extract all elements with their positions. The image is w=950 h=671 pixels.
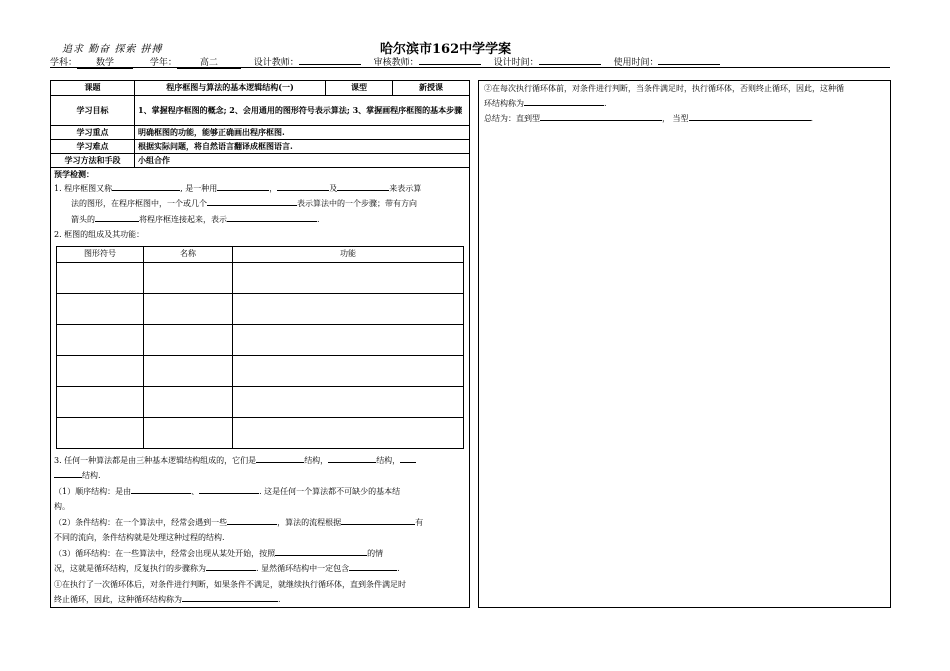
use-time-label: 使用时间：	[613, 58, 659, 68]
table-row	[57, 324, 464, 355]
q1-text-j: .	[317, 214, 320, 224]
loop2-text-b: 环结构称为	[484, 99, 524, 108]
blank	[54, 468, 82, 478]
goal-value: 1、掌握程序框图的概念; 2、会用通用的图形符号表示算法; 3、掌握画程序框图的基本步骤	[135, 95, 470, 125]
table-cell	[233, 324, 464, 355]
cond-text-b: ，算法的流程根据	[277, 517, 342, 527]
loop-text-a: （3）循环结构：在一些算法中，经常会出现从某处开始，按照	[54, 548, 276, 558]
q1-text-h: 箭头的	[71, 214, 95, 224]
table-cell	[233, 386, 464, 417]
loop-text-c: 况，这就是循环结构，反复执行的步骤称为	[54, 564, 206, 573]
q1-text-b: , 是一种用	[180, 183, 218, 193]
header-rule	[50, 67, 890, 68]
left-column	[50, 80, 470, 608]
seq-text-b: 、	[191, 486, 200, 496]
q3-text-c: 结构，	[376, 455, 401, 465]
type-label: 课型	[326, 81, 393, 95]
design-time-label: 设计时间：	[493, 58, 539, 68]
reviewer-blank	[419, 54, 481, 65]
method-label: 学习方法和手段	[51, 153, 135, 167]
info-table	[51, 81, 469, 168]
col-header-symbol: 图形符号	[57, 246, 144, 262]
loop1-text-a: ①在执行了一次循环体后，对条件进行判断，如果条件不满足，就继续执行循环体，直到条件满足时	[54, 579, 406, 589]
table-cell	[57, 417, 144, 448]
table-cell	[57, 386, 144, 417]
summary-line	[479, 111, 890, 126]
table-cell	[144, 355, 233, 386]
sequence-structure	[51, 484, 469, 515]
q1-text-a: 1. 程序框图又称	[54, 183, 113, 193]
q3-text-d: 结构.	[82, 471, 101, 480]
loop-while-type	[479, 81, 890, 111]
cond-text-a: （2）条件结构：在一个算法中，经常会遇到一些	[54, 517, 228, 527]
seq-text-d: 构。	[54, 502, 70, 511]
blank	[275, 546, 367, 556]
blank	[256, 453, 304, 463]
blank	[95, 212, 139, 222]
q1-text-f: 法的图形，在程序框图中，一个或几个	[71, 199, 207, 208]
blank	[227, 212, 317, 222]
table-row	[57, 293, 464, 324]
table-row	[57, 386, 464, 417]
table-cell	[233, 293, 464, 324]
table-cell	[233, 262, 464, 293]
loop2-text-c: .	[604, 99, 607, 108]
key-label: 学习重点	[51, 125, 135, 139]
loop-text-d: . 显然循环结构中一定包含	[256, 564, 350, 573]
designer-blank	[299, 54, 361, 65]
reviewer-label: 审核教师：	[373, 58, 419, 68]
blank	[199, 484, 259, 494]
school-title: 哈尔滨市162中学学案	[380, 42, 512, 57]
right-column	[478, 80, 891, 608]
loop-structure	[51, 546, 469, 608]
table-cell	[144, 262, 233, 293]
topic-value: 程序框图与算法的基本逻辑结构(一)	[135, 81, 326, 95]
blank	[341, 515, 415, 525]
table-cell	[144, 324, 233, 355]
question-1	[51, 181, 469, 228]
subject-label: 学科：	[50, 58, 78, 68]
blank	[400, 453, 416, 463]
blank	[112, 181, 180, 191]
question-2: 2. 框图的组成及其功能：	[54, 230, 145, 239]
q1-text-g: 表示算法中的一个步骤；带有方向	[297, 199, 417, 208]
design-time-blank	[539, 54, 601, 65]
blank	[131, 484, 191, 494]
cond-text-d: 不同的流向，条件结构就是处理这种过程的结构.	[54, 533, 225, 542]
q1-text-i: 将程序框连接起来，表示	[139, 214, 227, 224]
blank	[182, 592, 278, 602]
topic-label: 课题	[51, 81, 135, 95]
blank	[524, 96, 604, 106]
summary-text-a: 总结为：直到型	[484, 114, 540, 123]
question-3	[51, 453, 469, 484]
loop2-text-a: ②在每次执行循环体前，对条件进行判断，当条件满足时，执行循环体，否则终止循环，因此，这种循	[484, 84, 844, 93]
table-cell	[233, 417, 464, 448]
blank	[349, 561, 397, 571]
blank	[328, 453, 376, 463]
blank	[227, 515, 277, 525]
blank	[337, 181, 389, 191]
grade-value: 高二	[177, 58, 241, 69]
preview-heading: 预学检测：	[54, 168, 94, 179]
q1-text-e: 来表示算	[389, 183, 422, 193]
blank	[540, 111, 662, 121]
blank	[277, 181, 329, 191]
difficulty-value: 根据实际问题，将自然语言翻译成框图语言.	[135, 139, 470, 153]
seq-text-a: （1）顺序结构：是由	[54, 486, 132, 496]
q1-text-d: 及	[329, 183, 338, 193]
table-cell	[57, 262, 144, 293]
table-cell	[57, 324, 144, 355]
key-value: 明确框图的功能，能够正确画出程序框图.	[135, 125, 470, 139]
table-cell	[57, 355, 144, 386]
summary-text-c: .	[810, 114, 814, 123]
table-cell	[233, 355, 464, 386]
summary-text-b: ， 当型	[662, 114, 689, 123]
designer-label: 设计教师：	[253, 58, 299, 68]
loop1-text-b: 终止循环，因此，这种循环结构称为	[54, 595, 182, 604]
type-value: 新授课	[393, 81, 470, 95]
q3-text-a: 3. 任何一种算法都是由三种基本逻辑结构组成的，它们是	[54, 455, 257, 465]
blank	[207, 196, 297, 206]
school-motto: 追求 勤奋 探索 拼搏	[62, 44, 163, 55]
use-time-blank	[658, 54, 720, 65]
q1-text-c: ，	[269, 183, 278, 193]
method-value: 小组合作	[135, 153, 470, 167]
loop-text-b: 的情	[367, 548, 384, 558]
difficulty-label: 学习难点	[51, 139, 135, 153]
goal-label: 学习目标	[51, 95, 135, 125]
q3-text-b: 结构，	[304, 455, 329, 465]
blank	[206, 561, 256, 571]
loop1-text-c: .	[278, 595, 281, 604]
grade-label: 学年：	[149, 58, 177, 68]
table-row	[57, 417, 464, 448]
col-header-name: 名称	[144, 246, 233, 262]
table-row	[57, 262, 464, 293]
cond-text-c: 有	[415, 517, 424, 527]
table-cell	[144, 417, 233, 448]
blank	[217, 181, 269, 191]
subject-value: 数学	[77, 58, 133, 69]
table-cell	[144, 293, 233, 324]
condition-structure	[51, 515, 469, 546]
figure-table	[56, 246, 464, 449]
loop-text-e: .	[397, 564, 400, 573]
table-row	[57, 355, 464, 386]
blank	[689, 111, 811, 121]
seq-text-c: . 这是任何一个算法都不可缺少的基本结	[259, 486, 401, 496]
table-cell	[57, 293, 144, 324]
col-header-function: 功能	[233, 246, 464, 262]
table-cell	[144, 386, 233, 417]
